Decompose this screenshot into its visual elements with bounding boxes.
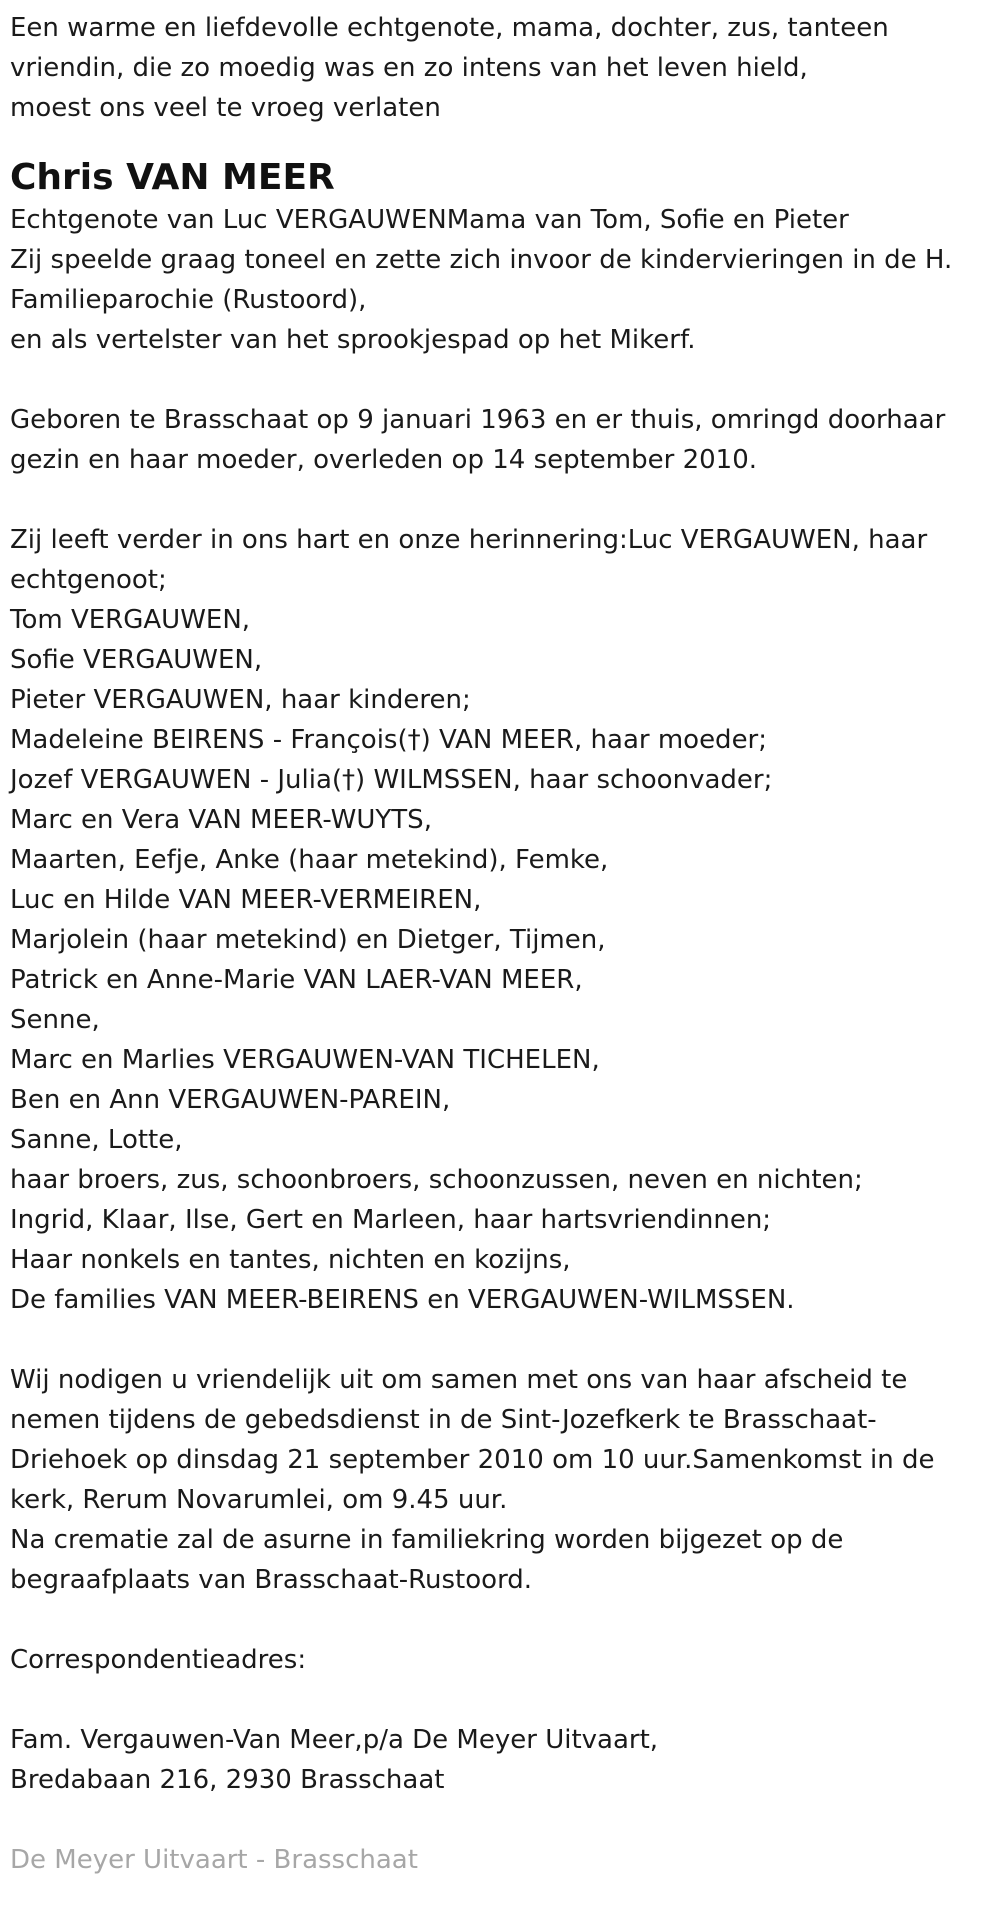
family-line: Marc en Vera VAN MEER-WUYTS, [10, 805, 432, 835]
deceased-name: Chris VAN MEER [10, 157, 335, 198]
family-line: haar broers, zus, schoonbroers, schoonzussen, neven en nichten; [10, 1165, 863, 1195]
family-line: Marc en Marlies VERGAUWEN-VAN TICHELEN, [10, 1045, 600, 1075]
address-line: Fam. Vergauwen-Van Meer,p/a De Meyer Uitvaart, [10, 1725, 659, 1755]
family-line: Jozef VERGAUWEN - Julia(†) WILMSSEN, haar schoonvader; [10, 765, 773, 795]
family-line: Madeleine BEIRENS - François(†) VAN MEER, haar moeder; [10, 725, 768, 755]
ceremony-line: Na crematie zal de asurne in familiekring worden bijgezet op de [10, 1525, 844, 1555]
family-line: Ingrid, Klaar, Ilse, Gert en Marleen, haar hartsvriendinnen; [10, 1205, 772, 1235]
bio-line: Familieparochie (Rustoord), [10, 285, 367, 315]
family-line: Patrick en Anne-Marie VAN LAER-VAN MEER, [10, 965, 583, 995]
bio-line: Echtgenote van Luc VERGAUWENMama van Tom, Sofie en Pieter [10, 205, 849, 235]
correspondence-label: Correspondentieadres: [10, 1645, 307, 1675]
ceremony-line: nemen tijdens de gebedsdienst in de Sint-Jozefkerk te Brasschaat- [10, 1405, 877, 1435]
family-line: Sofie VERGAUWEN, [10, 645, 263, 675]
birth-death-paragraph [10, 400, 990, 480]
ceremony-line: begraafplaats van Brasschaat-Rustoord. [10, 1565, 533, 1595]
intro-paragraph [10, 8, 990, 128]
intro-line: vriendin, die zo moedig was en zo intens van het leven hield, [10, 53, 808, 83]
ceremony-line: Wij nodigen u vriendelijk uit om samen met ons van haar afscheid te [10, 1365, 908, 1395]
biography-paragraph [10, 200, 990, 360]
family-line: Tom VERGAUWEN, [10, 605, 251, 635]
family-line: Pieter VERGAUWEN, haar kinderen; [10, 685, 471, 715]
family-line: Maarten, Eefje, Anke (haar metekind), Femke, [10, 845, 609, 875]
intro-line: moest ons veel te vroeg verlaten [10, 93, 441, 123]
ceremony-line: Driehoek op dinsdag 21 september 2010 om 10 uur.Samenkomst in de [10, 1445, 935, 1475]
family-list [10, 520, 990, 1320]
family-line: Marjolein (haar metekind) en Dietger, Tijmen, [10, 925, 606, 955]
birth-line: gezin en haar moeder, overleden op 14 september 2010. [10, 445, 758, 475]
correspondence-address [10, 1720, 990, 1800]
birth-line: Geboren te Brasschaat op 9 januari 1963 en er thuis, omringd doorhaar [10, 405, 946, 435]
family-line: De families VAN MEER-BEIRENS en VERGAUWEN-WILMSSEN. [10, 1285, 795, 1315]
bio-line: en als vertelster van het sprookjespad op het Mikerf. [10, 325, 696, 355]
family-line: Haar nonkels en tantes, nichten en kozijns, [10, 1245, 571, 1275]
family-line: Senne, [10, 1005, 100, 1035]
family-line: Zij leeft verder in ons hart en onze herinnering:Luc VERGAUWEN, haar [10, 525, 928, 555]
family-line: Ben en Ann VERGAUWEN-PAREIN, [10, 1085, 451, 1115]
family-line: Sanne, Lotte, [10, 1125, 183, 1155]
ceremony-line: kerk, Rerum Novarumlei, om 9.45 uur. [10, 1485, 508, 1515]
intro-line: Een warme en liefdevolle echtgenote, mama, dochter, zus, tanteen [10, 13, 889, 43]
ceremony-paragraph [10, 1360, 990, 1600]
bio-line: Zij speelde graag toneel en zette zich invoor de kindervieringen in de H. [10, 245, 953, 275]
funeral-home-footer: De Meyer Uitvaart - Brasschaat [10, 1845, 418, 1875]
family-line: echtgenoot; [10, 565, 167, 595]
address-line: Bredabaan 216, 2930 Brasschaat [10, 1765, 445, 1795]
family-line: Luc en Hilde VAN MEER-VERMEIREN, [10, 885, 482, 915]
